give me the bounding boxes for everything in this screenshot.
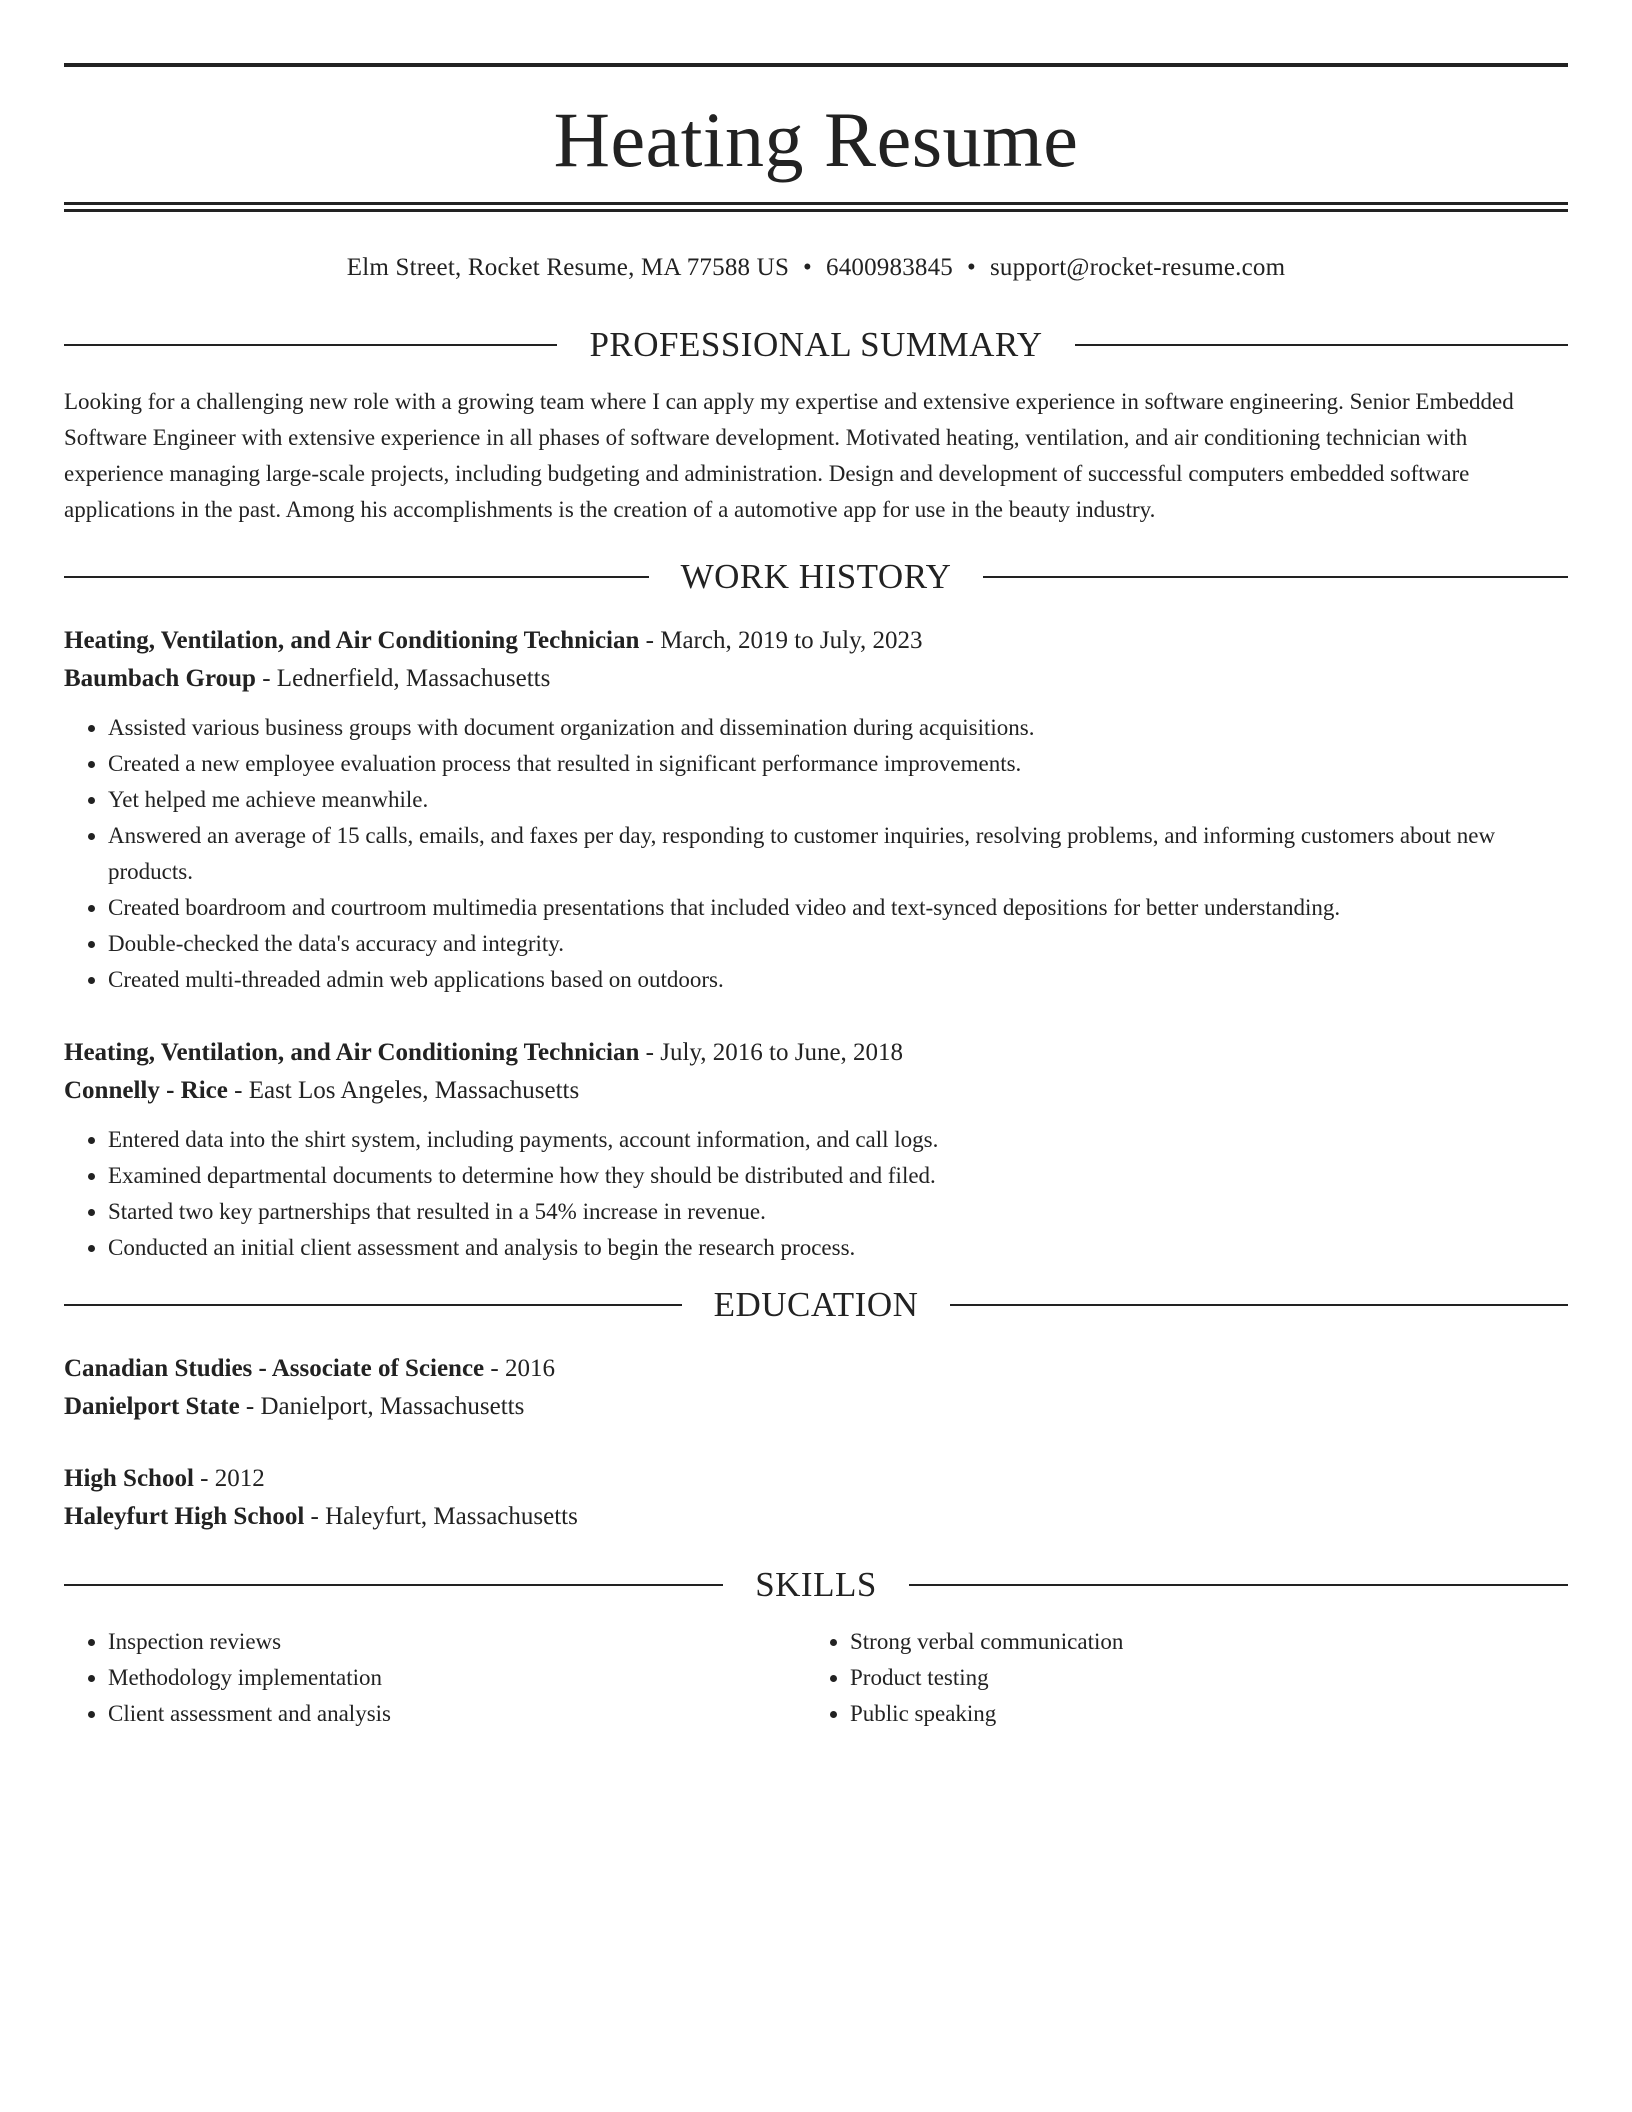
- job-title: Heating, Ventilation, and Air Conditioning Technician: [64, 627, 640, 654]
- section-rule-left: [64, 1304, 682, 1306]
- education-degree-line: [64, 1460, 1568, 1498]
- list-item: • Created multi-threaded admin web applications based on outdoors.: [108, 962, 1568, 998]
- contact-separator: •: [803, 254, 812, 281]
- job-bullets: [64, 1122, 1568, 1266]
- job-company-line: [64, 660, 1568, 698]
- section-rule-left: [64, 1584, 723, 1586]
- section-rule-right: [909, 1584, 1568, 1586]
- section-title-skills: SKILLS: [755, 1565, 877, 1604]
- education-school-line: [64, 1388, 1568, 1426]
- education-degree: High School: [64, 1465, 194, 1492]
- list-item: • Entered data into the shirt system, including payments, account information, and call logs.: [108, 1122, 1568, 1158]
- skill-item: • Public speaking: [850, 1696, 1548, 1732]
- summary-text: Looking for a challenging new role with a growing team where I can apply my expertise and extensive experience in software engineering. Senior Embedded Software Engineer with extensive experience in all phases of software development. Motivated heating, ventilation, and air conditioning technician with experience managing large-scale projects, including budgeting and administration. Design and development of successful computers embedded software applications in the past. Among his accomplishments is the creation of a automotive app for use in the beauty industry.: [64, 389, 1514, 522]
- job-company: Baumbach Group: [64, 665, 256, 692]
- section-rule-right: [983, 576, 1568, 578]
- job-title: Heating, Ventilation, and Air Conditioning Technician: [64, 1039, 640, 1066]
- education-school: Haleyfurt High School: [64, 1503, 305, 1530]
- top-rule: [64, 63, 1568, 67]
- section-rule-left: [64, 576, 649, 578]
- skills-column-right: [806, 1624, 1548, 1732]
- job-title-line: [64, 622, 1568, 660]
- job-dates: - March, 2019 to July, 2023: [639, 627, 923, 654]
- job-entry: [64, 622, 1568, 998]
- skill-item: • Methodology implementation: [108, 1660, 806, 1696]
- education-year: - 2012: [193, 1465, 265, 1492]
- skills-list: [64, 1624, 1568, 1732]
- job-bullets: [64, 710, 1568, 998]
- section-title-work: WORK HISTORY: [680, 557, 952, 596]
- education-location: - Haleyfurt, Massachusetts: [304, 1503, 578, 1530]
- skill-item: • Inspection reviews: [108, 1624, 806, 1660]
- education-school: Danielport State: [64, 1393, 240, 1420]
- section-header-education: [64, 1276, 1568, 1334]
- job-location: - East Los Angeles, Massachusetts: [227, 1077, 580, 1104]
- contact-separator: •: [967, 254, 976, 281]
- skill-item: • Product testing: [850, 1660, 1548, 1696]
- section-header-work: [64, 548, 1568, 606]
- section-title-education: EDUCATION: [713, 1285, 919, 1324]
- list-item: • Created boardroom and courtroom multimedia presentations that included video and text-synced depositions for better understanding.: [108, 890, 1568, 926]
- skill-item: • Client assessment and analysis: [108, 1696, 806, 1732]
- job-entry: [64, 1034, 1568, 1266]
- skill-item: • Strong verbal communication: [850, 1624, 1548, 1660]
- job-company-line: [64, 1072, 1568, 1110]
- contact-email: support@rocket-resume.com: [989, 254, 1286, 281]
- list-item: • Created a new employee evaluation process that resulted in significant performance improvements.: [108, 746, 1568, 782]
- education-year: - 2016: [484, 1355, 555, 1382]
- resume-page: [64, 0, 1568, 1732]
- job-company: Connelly - Rice: [64, 1077, 228, 1104]
- section-header-skills: [64, 1556, 1568, 1614]
- contact-address: Elm Street, Rocket Resume, MA 77588 US: [346, 254, 790, 281]
- section-header-summary: [64, 316, 1568, 374]
- list-item: • Conducted an initial client assessment and analysis to begin the research process.: [108, 1230, 1568, 1266]
- education-entry: [64, 1350, 1568, 1426]
- education-location: - Danielport, Massachusetts: [239, 1393, 525, 1420]
- job-title-line: [64, 1034, 1568, 1072]
- education-degree: Canadian Studies - Associate of Science: [64, 1355, 485, 1382]
- job-dates: - July, 2016 to June, 2018: [639, 1039, 904, 1066]
- list-item: • Answered an average of 15 calls, emails, and faxes per day, responding to customer inquiries, resolving problems, and informing customers about new products.: [108, 818, 1568, 890]
- education-school-line: [64, 1498, 1568, 1536]
- skills-column-left: [64, 1624, 806, 1732]
- list-item: • Yet helped me achieve meanwhile.: [108, 782, 1568, 818]
- list-item: • Double-checked the data's accuracy and integrity.: [108, 926, 1568, 962]
- resume-title: Heating Resume: [553, 96, 1079, 183]
- section-title-summary: PROFESSIONAL SUMMARY: [589, 325, 1043, 364]
- contact-line: [64, 248, 1568, 288]
- section-rule-left: [64, 344, 557, 346]
- job-location: - Lednerfield, Massachusetts: [255, 665, 551, 692]
- education-entry: [64, 1460, 1568, 1536]
- education-degree-line: [64, 1350, 1568, 1388]
- list-item: • Assisted various business groups with document organization and dissemination during acquisitions.: [108, 710, 1568, 746]
- list-item: • Examined departmental documents to determine how they should be distributed and filed.: [108, 1158, 1568, 1194]
- section-rule-right: [950, 1304, 1568, 1306]
- list-item: • Started two key partnerships that resulted in a 54% increase in revenue.: [108, 1194, 1568, 1230]
- contact-phone: 6400983845: [826, 254, 953, 281]
- title-double-rule: [64, 202, 1568, 212]
- section-rule-right: [1075, 344, 1568, 346]
